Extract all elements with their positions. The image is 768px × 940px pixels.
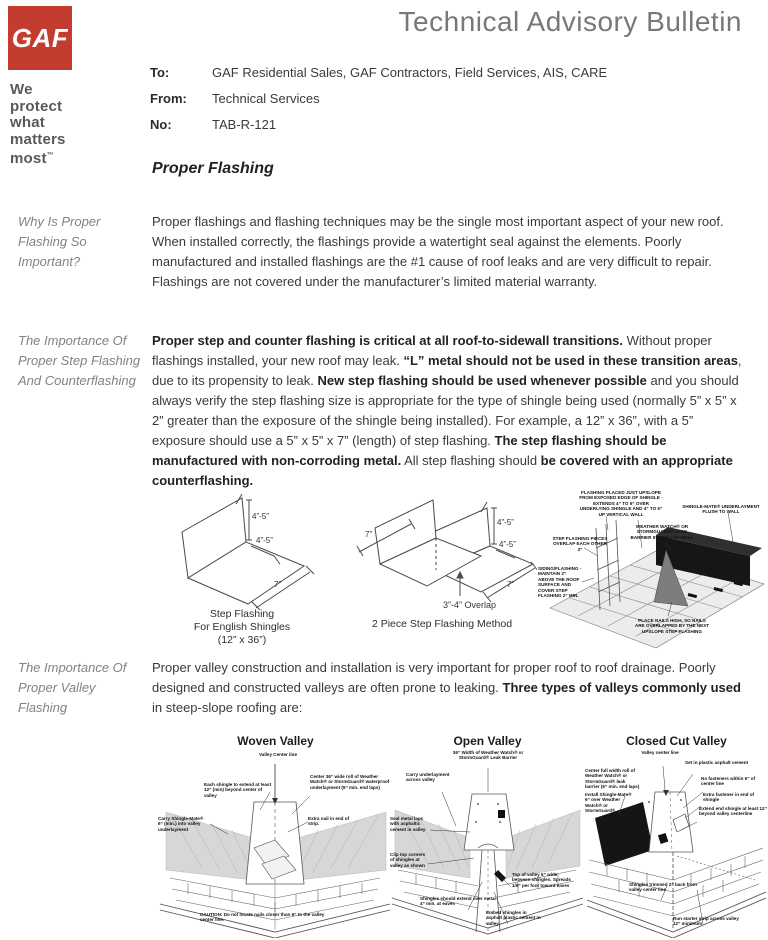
open-label-width: 36” Width of Weather Watch® or StormGuard® Leak Barrier xyxy=(452,750,524,761)
woven-label-roll: Center 36” wide roll of Weather Watch® or StormGuard® waterproof underlayment (9” min. end laps) xyxy=(310,774,390,790)
closed-cut-valley-figure xyxy=(585,734,768,938)
tagline-line: We xyxy=(10,81,33,98)
caption-line: Step Flashing xyxy=(209,608,275,620)
brand-tagline xyxy=(10,82,66,168)
woven-label-caution: CAUTION: Do not locate nails closer than 6” to the valley center line. xyxy=(200,912,325,923)
section-heading-valley-flashing: The Importance Of Proper Valley Flashing xyxy=(18,660,127,715)
tagline-line: protect xyxy=(10,97,63,115)
caption-line: (12” x 36”) xyxy=(217,634,267,646)
step-flashing-figure xyxy=(152,492,347,650)
closed-label-no-fasteners: No fasteners within 6” of center line xyxy=(701,776,756,787)
closed-label-starter: Run starter strip across valley 12” minimum xyxy=(673,916,739,927)
open-label-carry: Carry underlayment across valley xyxy=(406,772,450,783)
open-label-embed: Embed shingles in asphalt plastic cement in valley xyxy=(486,910,541,926)
to-label: To: xyxy=(150,65,170,80)
text-run: New step flashing should be used whenever possible xyxy=(317,373,647,388)
memo-header xyxy=(150,66,607,144)
open-label-seal: Seal metal laps with asphaltic cement in valley xyxy=(390,816,426,832)
closed-label-set: Set in plastic asphalt cement xyxy=(685,760,749,765)
text-run: and you should always verify the step flashing size is appropriate for the type of shingle being used (normally 5” x 5” x 2” greater than the exposure of the shingle being installed). For example, a 12” x 36”, with a 5” exposure should use a 5” x 5” x 7” (length) of step flashing. xyxy=(152,373,739,448)
to-value: GAF Residential Sales, GAF Contractors, Field Services, AIS, CARE xyxy=(212,65,608,80)
two-piece-drawing xyxy=(347,492,537,622)
memo-no-row xyxy=(150,118,607,132)
detail-label-flashing-placement: FLASHING PLACED JUST UPSLOPE FROM EXPOSED EDGE OF SHINGLE - EXTENDS 4” TO 5” OVER UNDERLYING SHINGLE AND 4” TO 5” UP VERTICAL WALL xyxy=(579,490,663,517)
closed-label-trimmed: Shingles trimmed 2” back from valley center line xyxy=(629,882,697,893)
text-run: The step flashing should be manufactured with non-corroding metal. xyxy=(152,433,667,468)
overlap-label: 3”-4” Overlap xyxy=(443,600,497,610)
dim-base-label: 4”-5” xyxy=(499,540,516,549)
woven-label-extra-nail: Extra nail in end of strip. xyxy=(308,816,350,827)
section-heading-step-flashing: The Importance Of Proper Step Flashing And Counterflashing xyxy=(18,333,141,388)
dim-left-length-label: 7” xyxy=(365,530,373,539)
tagline-line: matters xyxy=(10,130,66,148)
text-run: Without proper flashings installed, your new roof may leak. xyxy=(152,333,712,368)
detail-label-shinglemate: SHINGLE-MATE® UNDERLAYMENT FLUSH TO WALL xyxy=(682,504,760,515)
open-label-clip: Clip top corners of shingles at valley as shown xyxy=(390,852,426,868)
tagline-last: most xyxy=(10,150,47,167)
closed-label-center-line: Valley center line xyxy=(641,750,679,755)
dim-right-length-label: 7” xyxy=(507,580,515,589)
closed-label-extend: Extend end shingle at least 12” beyond valley centerline xyxy=(699,806,767,817)
no-label: No: xyxy=(150,117,172,132)
closed-label-install: Install Shingle-Mate® 6” over Weather Watch® or StormGuard® xyxy=(585,792,632,814)
step-flashing-caption xyxy=(162,608,322,647)
two-piece-step-flashing-figure xyxy=(347,492,537,650)
from-label: From: xyxy=(150,91,187,106)
text-run: in steep-slope roofing are: xyxy=(152,700,303,715)
no-value: TAB-R-121 xyxy=(212,117,277,132)
text-run: Three types of valleys commonly used xyxy=(502,680,741,695)
text-run: “L” metal should not be used in these transition areas xyxy=(403,353,738,368)
detail-label-overlap: STEP FLASHING PIECES OVERLAP EACH OTHER 2” xyxy=(552,536,608,552)
text-run: be covered with an appropriate counterflashing. xyxy=(152,453,733,488)
text-run: All step flashing should xyxy=(401,453,541,468)
text-run: Proper flashings and flashing techniques may be the single most important aspect of your new roof. When installed correctly, the flashings provide a watertight seal against the elements. Poorly manufactured and installed flashings are the #1 cause of roof leaks and are very difficult to repair. Flashings are not covered under the manufacturer’s limited material warranty. xyxy=(152,214,724,289)
dim-wall-label: 4”-5” xyxy=(252,512,269,521)
trademark-symbol: ™ xyxy=(46,152,54,159)
open-valley-figure xyxy=(390,734,585,938)
woven-label-center-line: Valley Center line xyxy=(258,752,298,757)
memo-from-row xyxy=(150,92,607,106)
closed-label-extra-fastener: Extra fastener in end of shingle xyxy=(703,792,755,803)
gaf-logo xyxy=(8,6,72,70)
step-flashing-detail-figure xyxy=(538,490,768,650)
closed-cut-valley-title: Closed Cut Valley xyxy=(626,734,727,748)
dim-length-label: 7” xyxy=(274,580,282,589)
woven-valley-title: Woven Valley xyxy=(237,734,314,748)
text-run: Proper step and counter flashing is critical at all roof-to-sidewall transitions. xyxy=(152,333,623,348)
closed-label-roll: Center full width roll of Weather Watch® or StormGuard® leak barrier (6” min. end laps) xyxy=(585,768,640,790)
dim-base-label: 4”-5” xyxy=(256,536,273,545)
dim-wall-label: 4”-5” xyxy=(497,518,514,527)
section-body-valley-flashing xyxy=(152,658,744,718)
page-title: Technical Advisory Bulletin xyxy=(398,6,742,37)
text-run: , due to its propensity to leak. xyxy=(152,353,742,388)
section-body-step-flashing xyxy=(152,331,744,491)
section-body-why-flashing xyxy=(152,212,744,292)
open-label-top: Top of valley 6” wide between shingles. Spreads 1/8” per foot toward eaves xyxy=(512,872,571,888)
step-flashing-drawing xyxy=(152,492,347,610)
woven-valley-figure xyxy=(158,734,393,938)
two-piece-caption: 2 Piece Step Flashing Method xyxy=(371,618,513,630)
detail-label-siding: SIDING/FLASHING - MAINTAIN 2” ABOVE THE ROOF SURFACE AND COVER STEP FLASHING 2” MIN. xyxy=(538,566,582,599)
section-heading-why-flashing: Why Is Proper Flashing So Important? xyxy=(18,214,101,269)
gaf-logo-text: GAF xyxy=(11,22,69,53)
open-valley-title: Open Valley xyxy=(453,734,522,748)
woven-label-shingle-extend: Each shingle to extend at least 12” (min) beyond center of valley xyxy=(204,782,272,798)
open-label-extend: Shingles should extend over metal 4” min. at eaves xyxy=(420,896,496,907)
woven-label-carry: Carry Shingle-Mate® 6” (min.) into valley underlayment xyxy=(158,816,204,832)
tagline-line xyxy=(10,148,66,168)
detail-label-weatherwatch: WEATHER WATCH® OR STORMGUARD® LEAK BARRIER 5” (MIN.) UP WALL xyxy=(630,524,694,540)
tagline-line: what xyxy=(10,114,45,131)
from-value: Technical Services xyxy=(212,91,320,106)
memo-to-row xyxy=(150,66,607,80)
caption-line: For English Shingles xyxy=(193,621,291,633)
text-run: Proper valley construction and installation is very important for proper roof to roof drainage. Poorly designed and constructed valleys are often prone to leaking. xyxy=(152,660,716,695)
detail-label-nails: PLACE NAILS HIGH, SO NAILS ARE OVERLAPPED BY THE NEXT UPSLOPE STEP FLASHING xyxy=(634,618,710,634)
document-title: Proper Flashing xyxy=(152,160,274,177)
